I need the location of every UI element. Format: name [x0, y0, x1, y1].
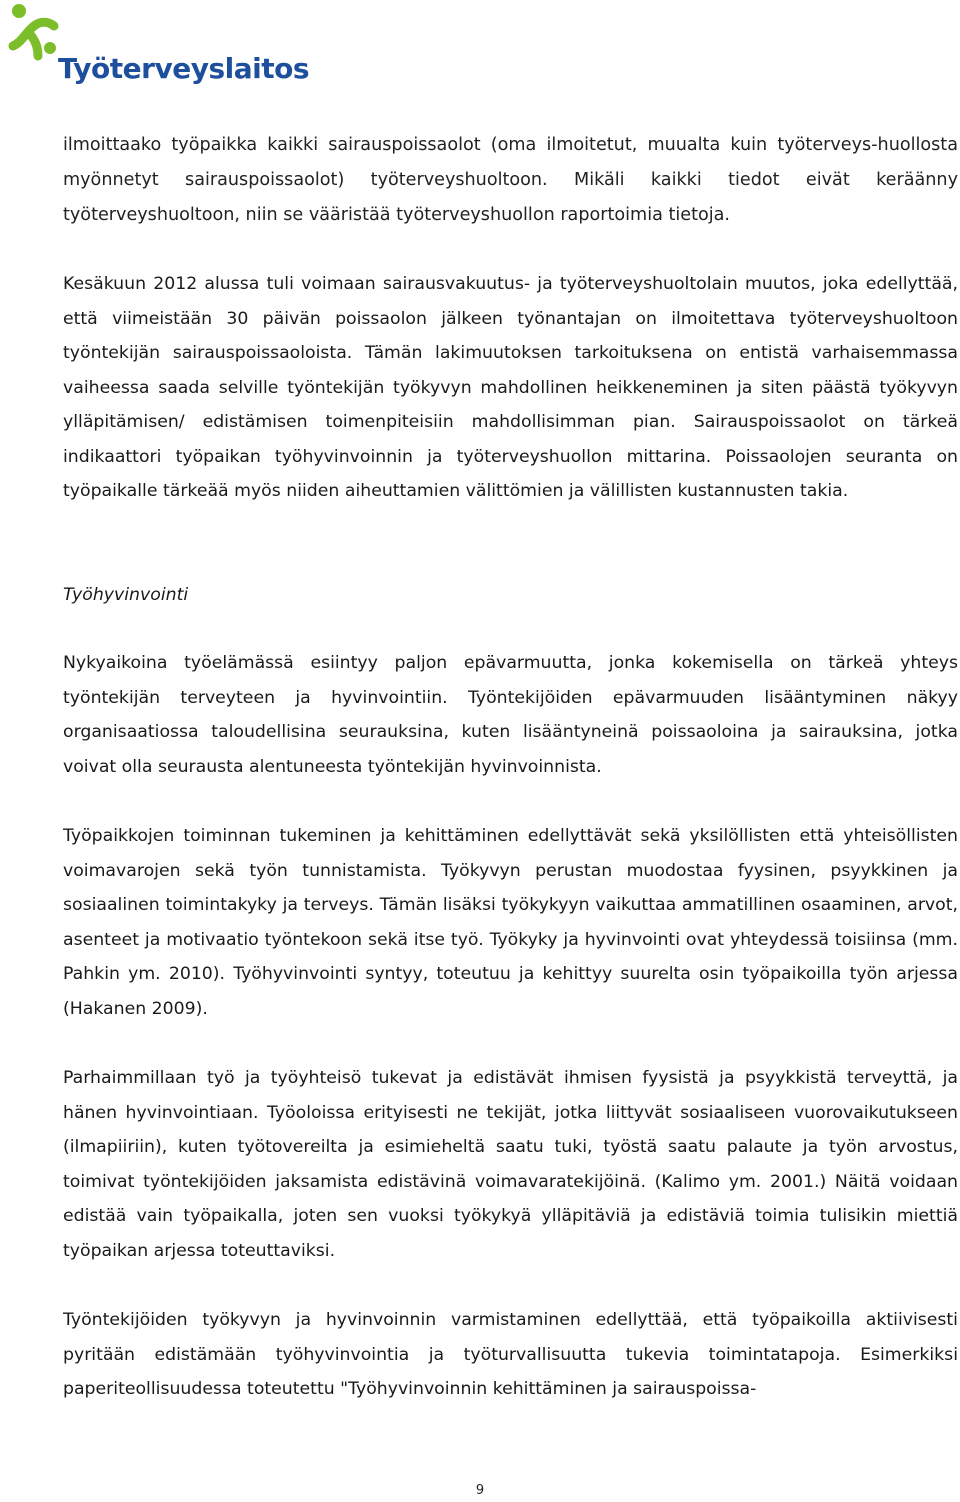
header-logo	[4, 2, 309, 94]
document-body	[63, 128, 958, 1407]
section-heading: Työhyvinvointi	[63, 584, 189, 605]
paragraph-continued: ilmoittaako työpaikka kaikki sairauspoissaolot (oma ilmoitetut, muualta kuin työterveys-huollosta myönnetyt sairauspoissaolot) työterveyshuoltoon. Mikäli kaikki tiedot eivät keräänny työterveyshuoltoon, niin se vääristää työterveyshuollon raportoimia tietoja.	[63, 135, 958, 225]
organization-name: Työterveyslaitos	[58, 52, 309, 85]
organization-mark-icon	[4, 2, 62, 72]
paragraph-work-community: Parhaimmillaan työ ja työyhteisö tukevat ja edistävät ihmisen fyysistä ja psyykkistä terveyttä, ja hänen hyvinvointiaan. Työoloissa erityisesti ne tekijät, jotka liittyvät sosiaaliseen vuorovaikutukseen (ilmapiiriin), kuten työtovereilta ja esimieheltä saatu tuki, työstä saatu palaute ja työn arvostus, toimivat työntekijöiden jaksamista edistävinä voimavaratekijöinä. (Kalimo ym. 2001.) Näitä voidaan edistää vain työpaikalla, joten sen vuoksi työkykyä ylläpitäviä ja edistäviä toimia tulisikin miettiä työpaikan arjessa toteuttaviksi.	[63, 1068, 958, 1261]
paragraph-uncertainty: Nykyaikoina työelämässä esiintyy paljon epävarmuutta, jonka kokemisella on tärkeä yhteys työntekijän terveyteen ja hyvinvointiin. Työntekijöiden epävarmuuden lisääntyminen näkyy organisaatiossa taloudellisina seurauksina, kuten lisääntyneinä poissaoloina ja sairauksina, jotka voivat olla seurausta alentuneesta työntekijän hyvinvoinnista.	[63, 653, 958, 777]
paragraph-law-change: Kesäkuun 2012 alussa tuli voimaan sairausvakuutus- ja työterveyshuoltolain muutos, joka edellyttää, että viimeistään 30 päivän poissaolon jälkeen työnantajan on ilmoitettava työterveyshuoltoon työntekijän sairauspoissaoloista. Tämän lakimuutoksen tarkoituksena on entistä varhaisemmassa vaiheessa saada selville työntekijän työkyvyn mahdollinen heikkeneminen ja siten päästä työkyvyn ylläpitämisen/ edistämisen toimenpiteisiin mahdollisimman pian. Sairauspoissaolot on tärkeä indikaattori työpaikan työhyvinvoinnin ja työterveyshuollon mittarina. Poissaolojen seuranta on työpaikalle tärkeää myös niiden aiheuttamien välittömien ja välillisten kustannusten takia.	[63, 274, 958, 501]
page-number: 9	[475, 1483, 485, 1498]
paragraph-ensuring-wellbeing: Työntekijöiden työkyvyn ja hyvinvoinnin varmistaminen edellyttää, että työpaikoilla aktiivisesti pyritään edistämään työhyvinvointia ja työturvallisuutta tukevia toimintatapoja. Esimerkiksi paperiteollisuudessa toteutettu "Työhyvinvoinnin kehittäminen ja sairauspoissa-	[63, 1310, 958, 1399]
paragraph-work-ability: Työpaikkojen toiminnan tukeminen ja kehittäminen edellyttävät sekä yksilöllisten että yhteisöllisten voimavarojen sekä työn tunnistamista. Työkyvyn perustan muodostaa fyysinen, psyykkinen ja sosiaalinen toimintakyky ja terveys. Tämän lisäksi työkykyyn vaikuttaa ammatillinen osaaminen, arvot, asenteet ja motivaatio työntekoon sekä itse työ. Työkyky ja hyvinvointi ovat yhteydessä toisiinsa (mm. Pahkin ym. 2010). Työhyvinvointi syntyy, toteutuu ja kehittyy suurelta osin työpaikoilla työn arjessa (Hakanen 2009).	[63, 826, 958, 1019]
